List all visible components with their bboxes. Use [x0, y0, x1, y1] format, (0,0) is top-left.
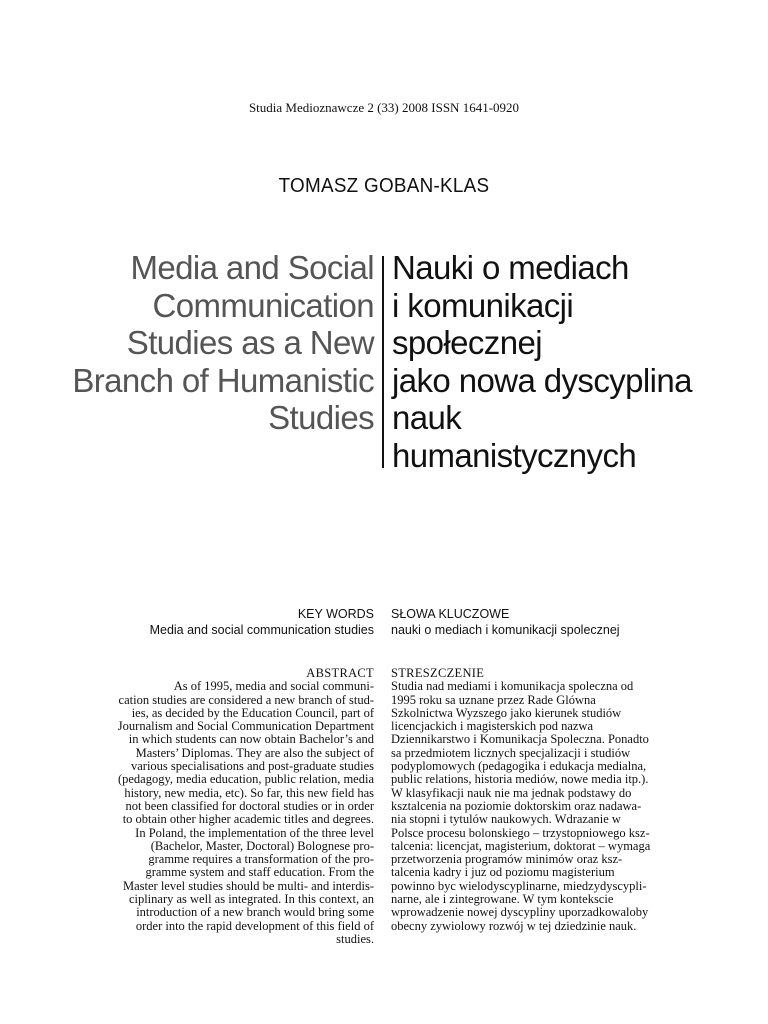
abstract-en-line: studies. [336, 931, 374, 946]
abstract-en-line: (pedagogy, media education, public relation, media [117, 772, 374, 787]
abstract-pl-line: sa przedmiotem licznych specjalizacji i studiów [391, 745, 631, 760]
abstract-pl-line: W klasyfikacji nauk nie ma jednak podstawy do [391, 785, 632, 800]
abstract-pl-heading: STRESZCZENIE [391, 666, 485, 680]
abstract-en-line: Master level studies should be multi- and interdis- [123, 878, 374, 893]
title-pl-line: Nauki o mediach [392, 249, 629, 286]
title-english [54, 249, 374, 437]
abstract-pl-line: przetworzenia programów minimów oraz ksz- [391, 852, 623, 867]
abstract-pl-line: 1995 roku sa uznane przez Rade Glówna [391, 692, 596, 707]
abstract-en-line: to obtain other higher academic titles and degrees. [122, 812, 374, 827]
abstract-en-line: (Bachelor, Master, Doctoral) Bolognese pro- [150, 838, 374, 853]
keywords-polish [391, 606, 731, 638]
keywords-pl-text: nauki o mediach i komunikacji spolecznej [391, 623, 620, 637]
abstract-pl-line: podyplomowych (pedagogika i edukacja medialna, [391, 759, 647, 774]
abstract-en-line: history, new media, etc). So far, this new field has [124, 785, 374, 800]
title-en-line: Media and Social [130, 249, 374, 286]
keywords-en-text: Media and social communication studies [149, 623, 374, 637]
abstract-en-line: ciplinary as well as integrated. In this context, an [128, 892, 374, 907]
abstract-en-line: gramme system and staff education. From the [145, 865, 374, 880]
abstract-pl-line: narne, ale i zintegrowane. W tym kontekscie [391, 892, 614, 907]
title-en-line: Studies as a New [126, 324, 374, 361]
abstract-pl-line: public relations, historia mediów, nowe media itp.). [391, 772, 649, 787]
abstract-en-line: not been classified for doctoral studies or in order [125, 798, 374, 813]
abstract-polish [391, 667, 711, 933]
title-pl-line: nauk [392, 399, 462, 436]
abstract-en-line: various specialisations and post-graduate studies [131, 759, 374, 774]
abstract-en-line: gramme requires a transformation of the pro- [148, 852, 374, 867]
abstract-en-line: order into the rapid development of this field of [135, 918, 374, 933]
title-en-line: Studies [268, 399, 374, 436]
abstract-english [54, 667, 374, 946]
abstract-en-line: cation studies are considered a new branch of stud- [118, 692, 374, 707]
abstract-en-line: In Poland, the implementation of the three level [135, 825, 374, 840]
abstract-en-line: in which students can now obtain Bachelor’s and [128, 732, 374, 747]
abstract-pl-line: powinno byc wielodyscyplinarne, miedzydyscypli- [391, 878, 647, 893]
keywords-pl-heading: SŁOWA KLUCZOWE [391, 607, 510, 621]
title-en-line: Branch of Humanistic [72, 361, 374, 399]
abstract-en-heading: ABSTRACT [306, 666, 374, 680]
abstract-pl-line: Dziennikarstwo i Komunikacja Spoleczna. Ponadto [391, 732, 649, 747]
keywords-english [34, 606, 374, 638]
abstract-pl-line: licencjackich i magisterskich pod nazwa [391, 719, 594, 734]
title-polish [392, 249, 752, 474]
title-pl-line: społecznej [392, 324, 542, 361]
abstract-pl-line: wprowadzenie nowej dyscypliny uporzadkowaloby [391, 905, 649, 920]
abstract-en-line: As of 1995, media and social communi- [173, 679, 374, 694]
abstract-pl-line: obecny zywiolowy rozwój w tej dziedzinie nauk. [391, 918, 637, 933]
abstract-en-line: Masters’ Diplomas. They are also the subject of [135, 745, 374, 760]
abstract-pl-line: Studia nad mediami i komunikacja spoleczna od [391, 679, 634, 694]
title-pl-line: jako nowa dyscyplina [392, 361, 692, 399]
abstract-pl-line: Polsce procesu bolonskiego – trzystopniowego ksz- [391, 825, 650, 840]
abstract-en-line: ies, as decided by the Education Council, part of [131, 705, 374, 720]
abstract-pl-line: Szkolnictwa Wyzszego jako kierunek studiów [391, 705, 622, 720]
abstract-pl-line: talcenia kadry i juz od poziomu magisterium [391, 865, 615, 880]
abstract-pl-line: talcenia: licencjat, magisterium, doktorat – wymaga [391, 838, 651, 853]
title-pl-line: i komunikacji [392, 286, 574, 324]
abstract-en-line: introduction of a new branch would bring some [136, 905, 374, 920]
title-divider [382, 256, 384, 468]
abstract-pl-line: nia stopni i tytulów naukowych. Wdrazanie w [391, 812, 621, 827]
title-pl-line: humanistycznych [392, 436, 637, 474]
abstract-pl-line: ksztalcenia na poziomie doktorskim oraz nadawa- [391, 798, 642, 813]
journal-header: Studia Medioznawcze 2 (33) 2008 ISSN 1641-0920 [248, 100, 520, 115]
abstract-en-line: Journalism and Social Communication Department [117, 719, 374, 734]
author-name: TOMASZ GOBAN-KLAS [278, 174, 490, 197]
title-en-line: Communication [152, 286, 374, 324]
keywords-en-heading: KEY WORDS [297, 607, 374, 621]
